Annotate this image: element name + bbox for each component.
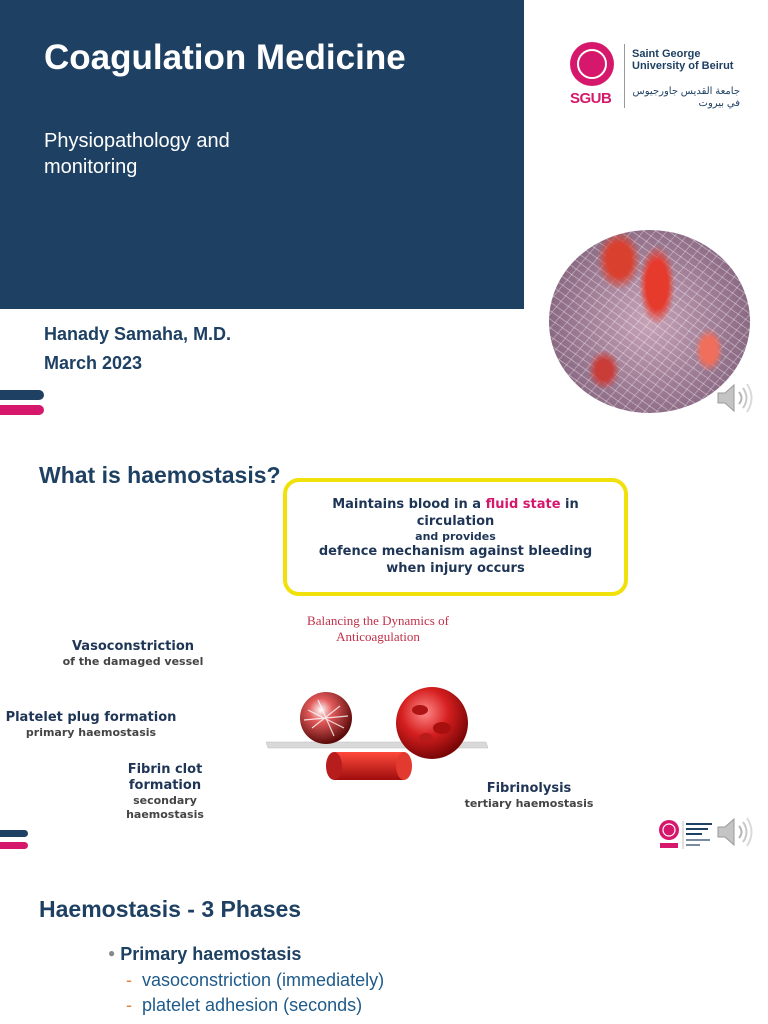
dash-icon: - (126, 995, 132, 1015)
speaker-icon[interactable] (714, 378, 754, 418)
presentation-title: Coagulation Medicine (44, 38, 406, 77)
definition-line-1: Maintains blood in a fluid state in (332, 497, 579, 512)
title-panel (0, 0, 524, 309)
small-university-logo (657, 818, 717, 852)
balance-title: Balancing the Dynamics of Anticoagulation (307, 613, 449, 644)
slide-heading: Haemostasis - 3 Phases (39, 896, 302, 922)
logo-divider (624, 44, 625, 108)
logo-arabic-name: جامعة القديس جاورجيوس في بيروت (632, 86, 740, 109)
phase-vasoconstriction (48, 639, 218, 669)
speaker-icon[interactable] (714, 812, 754, 852)
author-name: Hanady Samaha, M.D. (44, 324, 232, 344)
slide-heading: What is haemostasis? (39, 462, 281, 488)
phase-name: Fibrinolysis (486, 781, 572, 796)
definition-line-3: and provides (415, 530, 496, 543)
definition-line-5: when injury occurs (386, 561, 525, 576)
deco-bar-navy (0, 830, 28, 837)
author-block (44, 320, 231, 378)
slide-haemostasis (0, 430, 768, 862)
presentation-date: March 2023 (44, 353, 143, 373)
phase-name: Fibrin clot formation (127, 762, 203, 793)
phase-sub: secondary haemostasis (126, 794, 204, 821)
sub-bullet-item (126, 995, 362, 1016)
phase-sub: tertiary haemostasis (464, 797, 594, 810)
definition-line-2: circulation (416, 514, 495, 529)
definition-box (283, 478, 628, 596)
deco-bar-navy (0, 390, 44, 400)
slide-three-phases (0, 862, 768, 1024)
phase-sub: primary haemostasis (25, 726, 157, 739)
sub-bullet-text: vasoconstriction (immediately) (142, 970, 385, 990)
sub-bullet-text: platelet adhesion (seconds) (142, 995, 363, 1015)
university-logo (570, 40, 740, 112)
phase-name: Vasoconstriction (71, 639, 195, 654)
logo-acronym: SGUB (570, 90, 612, 107)
phase-fibrinolysis (450, 781, 608, 811)
deco-bar-pink (0, 405, 44, 415)
deco-bar-pink (0, 842, 28, 849)
definition-line-4: defence mechanism against bleeding (318, 544, 593, 559)
slide-title (0, 0, 768, 430)
logo-name: Saint George University of Beirut (632, 48, 734, 72)
phase-fibrin-clot (115, 762, 215, 822)
sub-bullet-item (126, 970, 384, 991)
dash-icon: - (126, 970, 132, 990)
bullet-dot-icon: ● (108, 946, 116, 960)
bullet-primary (108, 944, 301, 965)
university-seal-icon (570, 42, 614, 86)
presentation-subtitle: Physiopathology and monitoring (44, 130, 230, 178)
phase-platelet-plug (0, 710, 182, 740)
bullet-primary-label: Primary haemostasis (120, 944, 302, 964)
phase-sub: of the damaged vessel (62, 655, 204, 668)
phase-name: Platelet plug formation (5, 710, 177, 725)
